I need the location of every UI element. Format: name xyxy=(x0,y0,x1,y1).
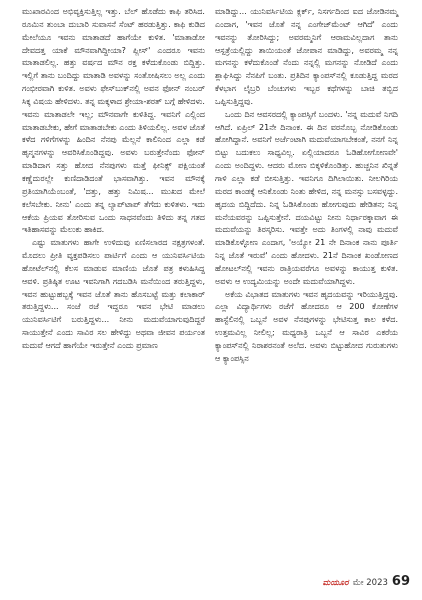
issue-date: ಮೇ 2023 xyxy=(352,578,388,588)
right-text-column xyxy=(215,6,398,366)
left-text-column xyxy=(22,6,205,353)
page-number: 69 xyxy=(391,574,410,589)
paragraph: ಎಷ್ಟು ಮಾತುಗಳು ಹಾಗೇ ಉಳಿದುವು ಏಣಿಸಲಾರದ ನಕ್ಷತ್ರಗಳಂತೆ. ಮೊದಲು ಪ್ರೀತಿ ವ್ಯಕ್ತಪಡಿಸಲು ಪಾರ್ಟಿಗೆ ಎಂದು ಆ ಯುನಿವರ್ಸಿಟಿಯ ಹೋಟೆಲ್‌ನಲ್ಲಿ ಕೆಲಸ ಮಾಡುವ ಮಾಣಿಯ ಜೊತೆ ಪತ್ರ ಕಳುಹಿಸಿದ್ದ ಆವಳಿ. ಪ್ರತಿಷ್ಠಿತ ಊಟ ಇವನಿಗಾಗಿ ಗದಬಡಿಸಿ ಮನೆಯಿಂದ ತರುತ್ತಿದ್ದಳು, ಇವನ ಹುಟ್ಟುಹಬ್ಬಕ್ಕೆ ಇವನ ಜೊತೆ ತಾನು ಹೊಸಬಟ್ಟೆ ಮತ್ತು ಕಲಾಕಾರ್ ತರುತ್ತಿದ್ದಳು... ಸಂಜೆ ರಜೆ ಇದ್ದರೂ ಇವನ ಭೇಟಿ ಮಾಡಲು ಯುನಿವರ್ಸಿಟಿಗೆ ಬರುತ್ತಿದ್ದಳು... ನೀನು ಮದುವೆಯಾಗುವುದಿದ್ದರೆ ಸಾಯುತ್ತೇನೆ ಎಂದು ಸಾವಿರ ಸಲ ಹೇಳಿದ್ದು ಅಥವಾ ಜೀವನ ಪರ್ಯಂತ ಮದುವೆ ಆಗದೆ ಹಾಗೆಯೇ ಇರುತ್ತೇನೆ ಎಂದು ಪ್ರಮಾಣ xyxy=(22,238,205,350)
paragraph: ಮಾಡಿದ್ದು... ಯುನಿವರ್ಸಿಟಿಯ ಕ್ಲರ್ಕ್, ನಿಸರ್ಗದಿಂದ ಐದ ಜೋಡಿನಮ್ಮ ಎಂದಾಗ, 'ಇವನ ಜೊತೆ ನನ್ನ ಎಂಗೇಜ್‌ಮೆಂಟ್ ಆಗಿದೆ' ಎಂದು ಇವನನ್ನು ತೋರಿಸಿದ್ದು; ಅವರಮ್ಮನಿಗೆ ಆರಾಮವಿಲ್ಲದಾಗ ತಾನು ಆಸ್ಪತ್ರೆಯಲ್ಲಿದ್ದು ತಾಯಿಯಂತೆ ಜೋಪಾನ ಮಾಡಿದ್ದು, ಅವರಮ್ಮ ನನ್ನ ಮಗನನ್ನು ಕಳೆದುಕೊಂಡೆ ನೆಂದು ನನ್ನಲ್ಲಿ ಮಗನನ್ನು ನೋಡಿದೆ ಎಂದು ಶ್ಲಾಘಿಸಿದ್ದು ನೆನಪಿಗೆ ಬಂತು. ಪ್ರತಿದಿನ ಕ್ಯಾಂಪಸ್‌ನಲ್ಲಿ ಕೂಡುತ್ತಿದ್ದ ಮರದ ಕೆಳಭಾಗ ಲೈಬ್ರರಿ ಬೆಂಚುಗಳು ಇಬ್ಬರ ಕಥೆಗಳನ್ನು ಬಾಚಿ ತಬ್ಬಿದ ಒಪ್ಪಿಸುತ್ತಿದ್ದವು. xyxy=(215,7,398,106)
magazine-brand: ಮಯೂರ xyxy=(322,578,349,587)
page-footer xyxy=(323,574,410,589)
paragraph: ಒಂದು ದಿನ ಆವಸರದಲ್ಲಿ ಕ್ಯಾಂಪಸ್ಸಿಗೆ ಬಂದಳು. 'ನನ್ನ ಮದುವೆ ನಿಗದಿ ಆಗಿದೆ. ಏಪ್ರಿಲ್ 21ನೇ ದಿನಾಂಕ. ಈ ದಿನ ವರನೊಬ್ಬ ನೋಡಿಕೊಂಡು ಹೋಗಿದ್ದಾನೆ. ಅವನಿಗೆ ಅರ್ಜೆಂಟಾಗಿ ಮದುವೆಯಾಗಬೇಕಂತೆ, ನನಗೆ ನಿನ್ನ ಬಿಟ್ಟು ಬದುಕಲು ಸಾಧ್ಯವಿಲ್ಲ. ಏಲ್ಲಿಯಾದರೂ ಓಡಿಹೋಗೋಣವೇ' ಎಂದು ಅಂದಿದ್ದಳು. ಆದರು ಮೋಣ ಬಿಕ್ಕಳಿಕೊಂಡಿತ್ತು. ಹುಚ್ಚನಿನ ಖಿನ್ನತೆ ಗಾಳಿ ಎಲ್ಲಾ ಕಡೆ ಬೀಸುತ್ತಿತ್ತು. ಇವನಿಗೂ ದಿಗಿಲಾಯಿತು. ನೀಲಗಿರಿಯ ಮರದ ಕಾಂಡಕ್ಕೆ ಆನಿಕೊಂಡು ನಿಂತು ಹೇಳಿದ, ನನ್ನ ಮನಸ್ಸು ಬಸವಳ್ಳದ್ದು. ಹೃದಯ ಬಿದ್ದಿದೆದು. ನಿನ್ನ ಓಡಿಸಿಕೊಂಡು ಹೋಗುವುದು ಹೇಡಿತನ; ನಿನ್ನ ಮನೆಯವರನ್ನು ಒಪ್ಪಿಸುತ್ತೇನೆ. ದಯವಿಟ್ಟು ನೀನು ನಿರ್ಧಾರಕ್ಕಾವಾಗ ಈ ಮದುವೆಯನ್ನು ತಿರಸ್ಕರಿಸು. ಇವತ್ತೇ ಅದು ತಿಂಗಳಲ್ಲಿ ನಾವು ಮದುವೆ ಮಾಡಿಕೊಳ್ಳೋಣ ಎಂದಾಗ, 'ಅಯ್ಯೋ 21 ನೇ ದಿನಾಂಕ ನಾನು ಪೂರ್ತಿ ನಿನ್ನ ಜೊತೆ ಇರುವೆ' ಎಂದು ಹೋದಳು. 21ನೆ ದಿನಾಂಕ ಖಂಡೋಣದ ಹೋಟಲ್‌ನಲ್ಲಿ ಇವನು ರಾತ್ರಿಯವರೆಗೂ ಅವಳನ್ನು ಕಾಯುತ್ತ ಕುಳಿತ. ಅವಳು ಆ ಉದ್ಯಮಿಯನ್ನು ಅಂದೇ ಮದುವೆಯಾಗಿದ್ದಳು. xyxy=(215,109,398,286)
paragraph: ಅಕೆಯ ವಿಭಾತದ ಮಾತುಗಳು ಇವನ ಹೃದಯವನ್ನು ಇರಿಯುತ್ತಿದ್ದವು. ಎಲ್ಲಾ ವಿದ್ಯಾರ್ಥಿಗಳು ರಜೆಗೆ ಹೋದರೂ ಆ 200 ಕೋಣೆಗಳ ಹಾಸ್ಟೆಲಿನಲ್ಲಿ ಒಬ್ಬನೆ ಅವಳ ನೆನಪುಗಳನ್ನು ಭೇಟಿಸುತ್ತ ಕಾಲ ಕಳೆದ. ಉತ್ತಮವಿಲ್ಲ ನೀಲಿಲ್ಲ; ಮಧ್ಯರಾತ್ರಿ ಒಬ್ಬನೆ ಆ ಸಾವಿರ ಎಕರೆಯ ಕ್ಯಾಂಪಸ್‌ನಲ್ಲಿ ನಿರಾಶರನಂತೆ ಅಲೆದ. ಅವಳು ಬಿಟ್ಟುಹೋದ ಗುರುತುಗಳು ಆ ಕ್ಯಾಂಪಸ್ಸಿನ xyxy=(215,289,398,363)
paragraph: ಮುಖಾರವಿಂದ ಅಭಿವ್ಯಕ್ತಿಸುತ್ತಿಲ್ಲ ಇತ್ತು. ಬೆಲ್ ಹೊಡೆದು ಕಾಫಿ ತರಿಸಿದ. ರೂಮಿನ ತುಂಬಾ ದುಬಾರಿ ಸುವಾಸನೆ ಸೆಂಟ್ ಹರಡುತ್ತಿತ್ತು. ಕಾಫಿ ಕುಡಿದ ಮೇಲೆಯೂ ಇವನು ಮಾತಾಡದೆ ಹಾಗೆಯೇ ಕುಳಿತ. 'ಮಾತಾಡೋ ದೇವದತ್ತ ಯಾಕೆ ಮೌನವಾಗಿದ್ದೀಯಾ? ಪ್ಲೀಸ್' ಎಂದರೂ ಇವನು ಮಾತಾಡಲಿಲ್ಲ. ಹತ್ತು ವರ್ಷದ ಮೌನ ರಕ್ತ ಕಳೆದುಕೊಂಡು ಬಿದ್ದಿತ್ತು. ಇಲ್ಲಿಗೆ ತಾನು ಬಂದಿದ್ದು ಮಾತಾಡಿ ಅವಳನ್ನು ಸಂತೋಷಿಸಲು ಅಲ್ಲ ಎಂದು ಗಂಭೀರವಾಗಿ ಕುಳಿತ. ಅವಳು ಫೇಸ್‌ಬುಕ್‌ನಲ್ಲಿ ಅವನ ಫೋನ್ ನಂಬರ್ ಸಿಕ್ಕ ವಿಷಯ ಹೇಳಿದಳು. ತನ್ನ ಮಕ್ಕಳಾದ ಶ್ರೇಯಾ-ಶರತ್ ಬಗ್ಗೆ ಹೇಳಿದಳು. ಇವನು ಮಾತಾಡಲೇ ಇಲ್ಲ; ಮೌನವಾಗೇ ಕುಳಿತಿದ್ದ. ಇವನಿಗೆ ಎಲ್ಲಿಂದ ಮಾತಾಡಬೇಕು, ಹೇಗೆ ಮಾತಾಡಬೇಕು ಎಂದು ತಿಳಿಯಲಿಲ್ಲ. ಅವಳ ಜೊತೆ ಕಳೆದ ಗಳಿಗೆಗಳನ್ನು ಹಿಂದಿನ ನೆನಪು ಮೆಲ್ಲನೆ ಕಾಲಿನಿಂದ ಎಲ್ಲಾ ಕಡೆ ಹೃನ್ಮನಗಳನ್ನು ಆವರಿಸಿಕೊಂಡಿದ್ದವು. ಅವಳು ಬರುತ್ತೇನೆಂದು ಫೋನ್ ಮಾಡಿದಾಗ ಸತ್ತು ಹೋದ ನೆನಪುಗಳು ಮತ್ತೆ ಫೀನಿಕ್ಸ್ ಪಕ್ಷಿಯಂತೆ ಕಣ್ಣೆದುರಲ್ಲೇ ಕುಣಿದಾಡಿದಂತೆ ಭಾಸವಾಗಿತ್ತು. ಇವನ ಮೌನಕ್ಕೆ ಪ್ರತಿಯಾಗಿಯೆಂಬಂತೆ, 'ದತ್ತು, ಹತ್ತು ನಿಮಿಷ... ಮುಖದ ಮೇಲೆ ಕಲೆಸಬೇಕು. ನೀನು' ಎಂದು ತನ್ನ ಲ್ಯಾಪ್‌ಟಾಪ್ ತೆಗೆದು ಕುಳಿತಳು. ಇದು ಆಕೆಯ ಪ್ರಿಯವ ತೋರಿಸುವ ಒಂದು ಸಾಧನವೆಂದು ತಿಳಿದು ತನ್ನ ಗತದ ಇತಿಹಾಸವನ್ನು ಮೆಲುಕು ಹಾಕಿದ. xyxy=(22,7,205,235)
